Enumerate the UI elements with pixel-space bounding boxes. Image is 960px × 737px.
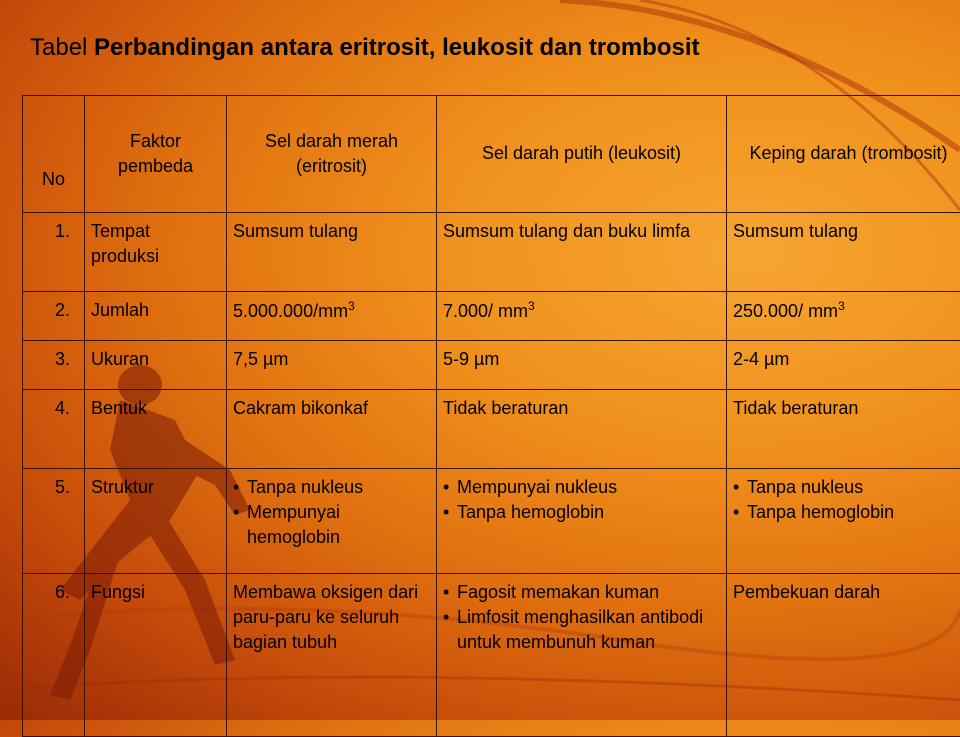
row-number: 5. [23,469,85,574]
table-row [23,341,960,390]
comparison-table [22,95,960,737]
cell-putih: Sumsum tulang dan buku limfa [437,213,727,292]
table-row [23,574,960,737]
cell-merah: $5.000.000/mm^3$ [227,292,437,341]
list-item: • Limfosit menghasilkan antibodi untuk membunuh kuman [443,605,720,655]
cell-keping [727,469,960,574]
page-title: Tabel Perbandingan antara eritrosit, leukosit dan trombosit [30,34,699,62]
list-item: • Tanpa hemoglobin [443,500,720,525]
table-row [23,390,960,469]
cell-merah: Sumsum tulang [227,213,437,292]
row-number: 6. [23,574,85,737]
header-faktor: Faktor pembeda [85,96,227,213]
list-item: • Tanpa nukleus [233,475,430,500]
exponent: 3 [528,299,535,313]
cell-merah: 7,5 µm [227,341,437,390]
cell-keping: 2-4 µm [727,341,960,390]
row-number: 4. [23,390,85,469]
header-no: No [23,96,85,213]
header-keping-darah: Keping darah (trombosit) [727,96,960,213]
row-number: 3. [23,341,85,390]
row-faktor: Fungsi [85,574,227,737]
row-faktor: Ukuran [85,341,227,390]
exponent: 3 [348,299,355,313]
row-number: 2. [23,292,85,341]
header-sel-darah-putih: Sel darah putih (leukosit) [437,96,727,213]
header-sel-darah-merah: Sel darah merah (eritrosit) [227,96,437,213]
row-faktor: Bentuk [85,390,227,469]
list-item: • Mempunyai nukleus [443,475,720,500]
cell-putih [437,469,727,574]
cell-putih: 7.000/ $mm^3$ [437,292,727,341]
bullet-list [733,475,960,525]
list-item: • Tanpa hemoglobin [733,500,960,525]
bullet-list [443,475,720,525]
cell-merah [227,469,437,574]
row-faktor: Tempat produksi [85,213,227,292]
bullet-list [233,475,430,551]
bullet-list [443,580,720,656]
cell-merah: Membawa oksigen dari paru-paru ke seluruh bagian tubuh [227,574,437,737]
list-item: • Tanpa nukleus [733,475,960,500]
row-faktor: Struktur [85,469,227,574]
table-row [23,292,960,341]
cell-putih: Tidak beraturan [437,390,727,469]
table-row [23,213,960,292]
table-row [23,469,960,574]
exponent: 3 [838,299,845,313]
list-item: • Mempunyai hemoglobin [233,500,430,550]
cell-keping: Pembekuan darah [727,574,960,737]
table-header-row [23,96,960,213]
row-faktor: Jumlah [85,292,227,341]
cell-keping: Tidak beraturan [727,390,960,469]
list-item: • Fagosit memakan kuman [443,580,720,605]
cell-merah: Cakram bikonkaf [227,390,437,469]
cell-putih: 5-9 µm [437,341,727,390]
cell-keping: Sumsum tulang [727,213,960,292]
row-number: 1. [23,213,85,292]
cell-putih [437,574,727,737]
cell-keping: 250.000/ $mm^3$ [727,292,960,341]
